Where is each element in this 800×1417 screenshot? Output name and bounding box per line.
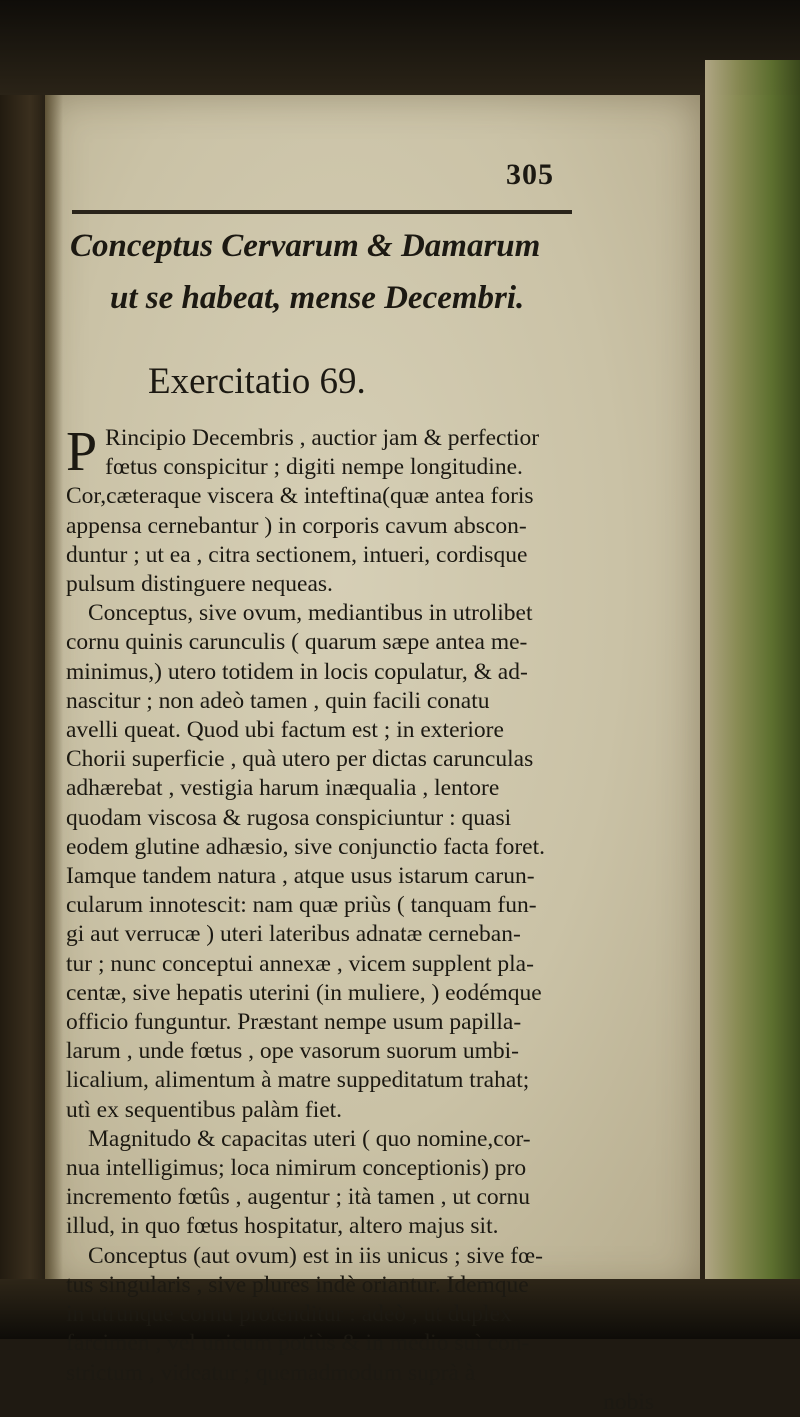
text-line: centæ, sive hepatis uterini (in muliere, ) eodémque xyxy=(66,979,542,1006)
text-line: tur ; nunc conceptui annexæ , vicem supplent pla- xyxy=(66,950,534,977)
text-line: Chorii superficie , quà utero per dictas carunculas xyxy=(66,746,534,773)
text-line: adhærebat , vestigia harum inæqualia , lentore xyxy=(66,775,500,802)
text-line: cornu quinis carunculis ( quarum sæpe antea me- xyxy=(66,629,528,656)
text-line: cularum innotescit: nam quæ priùs ( tanquam fun- xyxy=(66,892,537,919)
page-fore-edge xyxy=(705,60,800,1290)
binding-gutter xyxy=(45,95,63,1290)
body-text xyxy=(66,421,666,1417)
text-line: licalium, alimentum à matre suppeditatum trahat; xyxy=(66,1067,530,1094)
page-number: 305 xyxy=(506,158,554,191)
text-line: quodam viscosa & rugosa conspiciuntur : quasi xyxy=(66,804,512,831)
text-line: avelli queat. Quod ubi factum est ; in exteriore xyxy=(66,717,504,744)
top-shadow xyxy=(0,0,800,95)
text-line: in utrunque cornu protenditur : adeò , ut duplex xyxy=(66,1301,512,1328)
text-line: fœtus conspicitur ; digiti nempe longitudine. xyxy=(105,454,523,481)
text-line: Conceptus, sive ovum, mediantibus in utrolibet xyxy=(88,600,533,627)
text-line: strictum , videatur ; quemadmodum suprà à xyxy=(66,1359,476,1386)
text-line: Iamque tandem natura , atque usus istarum carun- xyxy=(66,863,535,890)
text-line: Conceptus (aut ovum) est in iis unicus ; sive fœ- xyxy=(88,1242,543,1269)
text-line: officio funguntur. Præstant nempe usum papilla- xyxy=(66,1009,522,1036)
text-line: tus singularis , sive plures indè oriantur. Idemque xyxy=(66,1271,529,1298)
text-line: farcimen , vel unicum potiùs & in medio suì con- xyxy=(66,1330,530,1357)
text-line: duntur ; ut ea , citra sectionem, intueri, cordisque xyxy=(66,541,528,568)
text-line: gi aut verrucæ ) uteri lateribus adnatæ cerneban- xyxy=(66,921,521,948)
catchword: nobis xyxy=(603,1388,654,1415)
text-line: appensa cernebantur ) in corporis cavum abscon- xyxy=(66,512,527,539)
text-line: minimus,) utero totidem in locis copulatur, & ad- xyxy=(66,658,528,685)
text-line: larum , unde fœtus , ope vasorum suorum umbi- xyxy=(66,1038,519,1065)
text-line: pulsum distinguere nequeas. xyxy=(66,571,333,598)
text-line: utì ex sequentibus palàm fiet. xyxy=(66,1096,343,1123)
header-rule xyxy=(72,210,572,214)
chapter-title-line-1: Conceptus Cervarum & Damarum xyxy=(70,228,541,264)
text-line: nua intelligimus; loca nimirum conceptionis) pro xyxy=(66,1155,527,1182)
chapter-title-line-2: ut se habeat, mense Decembri. xyxy=(110,280,525,316)
text-line: Magnitudo & capacitas uteri ( quo nomine,cor- xyxy=(88,1125,531,1152)
exercitatio-heading: Exercitatio 69. xyxy=(148,361,366,402)
text-line: Rincipio Decembris , auctior jam & perfectior xyxy=(105,425,540,451)
drop-cap: P xyxy=(66,421,98,483)
text-line: nascitur ; non adeò tamen , quin facili conatu xyxy=(66,687,490,714)
text-line: eodem glutine adhæsio, sive conjunctio facta foret. xyxy=(66,833,545,860)
text-line: Cor,cæteraque viscera & inteftina(quæ antea foris xyxy=(66,483,534,510)
text-line: incremento fœtûs , augentur ; ità tamen , ut cornu xyxy=(66,1184,530,1211)
text-line: illud, in quo fœtus hospitatur, altero majus sit. xyxy=(66,1213,499,1240)
